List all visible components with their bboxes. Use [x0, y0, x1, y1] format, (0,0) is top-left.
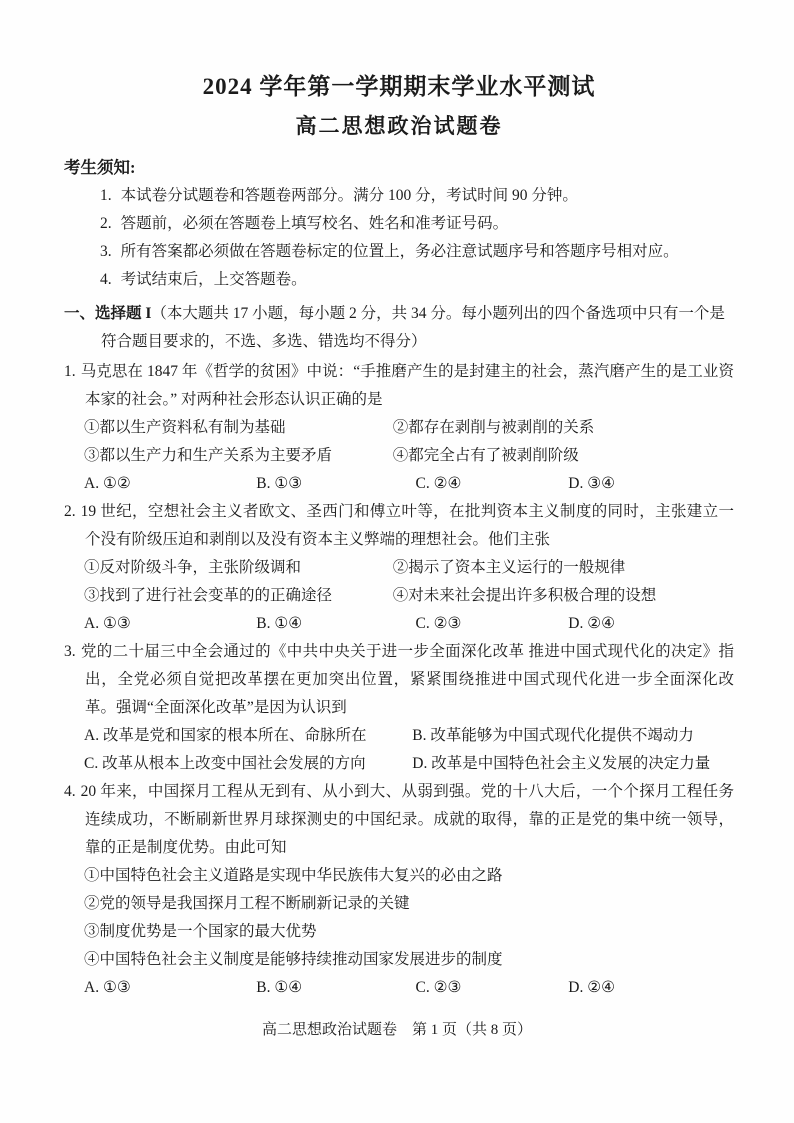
question-number: 4.	[64, 783, 76, 800]
choice-item: D. 改革是中国特色社会主义发展的决定力量	[412, 755, 711, 772]
page-footer: 高二思想政治试题卷 第 1 页（共 8 页）	[261, 1022, 532, 1038]
statement-item: ①中国特色社会主义道路是实现中华民族伟大复兴的必由之路	[84, 867, 503, 884]
notice-section	[64, 154, 734, 294]
statement-item: ①反对阶级斗争，主张阶级调和	[84, 559, 302, 576]
notice-item	[64, 238, 734, 266]
statement-item: ③制度优势是一个国家的最大优势	[84, 923, 317, 940]
statement-item: ④对未来社会提出许多积极合理的设想	[392, 587, 657, 604]
question-choices	[84, 974, 734, 1002]
question-statements	[84, 414, 734, 470]
question-number: 1.	[64, 363, 76, 380]
choice-item: A. ①③	[84, 979, 131, 996]
exam-subtitle: 高二思想政治试题卷	[295, 114, 503, 138]
choice-item: B. ①④	[256, 615, 303, 632]
statement-item: ③找到了进行社会变革的的正确途径	[84, 587, 333, 604]
question-choices	[84, 610, 734, 638]
notice-item-number: 3.	[100, 243, 112, 260]
question-stem	[64, 498, 734, 554]
notice-item	[64, 210, 734, 238]
notice-label: 考生须知:	[64, 158, 136, 177]
choice-item: C. 改革从根本上改变中国社会发展的方向	[84, 755, 366, 772]
notice-item	[64, 182, 734, 210]
choice-item: C. ②③	[415, 615, 462, 632]
choice-item: D. ②④	[568, 615, 615, 632]
question-number: 3.	[64, 643, 76, 660]
choice-item: A. 改革是党和国家的根本所在、命脉所在	[84, 727, 367, 744]
statement-item: ①都以生产资料私有制为基础	[84, 419, 286, 436]
notice-item-number: 4.	[100, 271, 112, 288]
question-stem-text: 20 年来，中国探月工程从无到有、从小到大、从弱到强。党的十八大后，一个个探月工程任务连续成功，不断刷新世界月球探测史的中国纪录。成就的取得，靠的正是党的集中统一领导，靠的正是制度优势。由此可知	[80, 783, 734, 856]
notice-item	[64, 266, 734, 294]
choice-item: A. ①③	[84, 615, 131, 632]
statement-item: ③都以生产力和生产关系为主要矛盾	[84, 447, 333, 464]
question-stem	[64, 638, 734, 722]
question-number: 2.	[64, 503, 76, 520]
statement-item: ④都完全占有了被剥削阶级	[392, 447, 579, 464]
notice-item-number: 2.	[100, 215, 112, 232]
section-heading	[64, 300, 734, 356]
question-statements	[84, 554, 734, 610]
section-desc: （本大题共 17 小题，每小题 2 分，共 34 分。每小题列出的四个备选项中只有一个是符合题目要求的，不选、多选、错选均不得分）	[101, 305, 725, 350]
choice-item: D. ②④	[568, 979, 615, 996]
choice-item: C. ②③	[415, 979, 462, 996]
exam-title: 2024 学年第一学期期末学业水平测试	[202, 74, 596, 99]
question-2	[64, 498, 734, 638]
question-choices	[84, 722, 734, 778]
notice-item-text: 所有答案都必须做在答题卷标定的位置上，务必注意试题序号和答题序号相对应。	[120, 243, 679, 260]
question-stem-text: 党的二十届三中全会通过的《中共中央关于进一步全面深化改革 推进中国式现代化的决定》指出，全党必须自觉把改革摆在更加突出位置，紧紧围绕推进中国式现代化进一步全面深化改革。强调“全面深化改革”是因为认识到	[80, 643, 734, 716]
choice-item: D. ③④	[568, 475, 615, 492]
question-4	[64, 778, 734, 1002]
notice-item-text: 本试卷分试题卷和答题卷两部分。满分 100 分，考试时间 90 分钟。	[120, 187, 578, 204]
question-stem	[64, 778, 734, 862]
notice-item-text: 考试结束后，上交答题卷。	[120, 271, 307, 288]
question-1	[64, 358, 734, 498]
statement-item: ④中国特色社会主义制度是能够持续推动国家发展进步的制度	[84, 951, 503, 968]
choice-item: B. ①④	[256, 979, 303, 996]
question-stem-text: 19 世纪，空想社会主义者欧文、圣西门和傅立叶等，在批判资本主义制度的同时，主张建立一个没有阶级压迫和剥削以及没有资本主义弊端的理想社会。他们主张	[80, 503, 734, 548]
choice-item: B. ①③	[256, 475, 303, 492]
statement-item: ②党的领导是我国探月工程不断刷新记录的关键	[84, 895, 410, 912]
question-3	[64, 638, 734, 778]
question-stem-text: 马克思在 1847 年《哲学的贫困》中说：“手推磨产生的是封建主的社会，蒸汽磨产生的是工业资本家的社会。” 对两种社会形态认识正确的是	[80, 363, 734, 408]
question-statements	[84, 862, 734, 974]
question-choices	[84, 470, 734, 498]
section-label: 一、选择题 I	[64, 305, 152, 322]
choice-item: A. ①②	[84, 475, 131, 492]
notice-item-text: 答题前，必须在答题卷上填写校名、姓名和准考证号码。	[120, 215, 509, 232]
statement-item: ②揭示了资本主义运行的一般规律	[392, 559, 626, 576]
choice-item: C. ②④	[415, 475, 462, 492]
question-stem	[64, 358, 734, 414]
notice-item-number: 1.	[100, 187, 112, 204]
statement-item: ②都存在剥削与被剥削的关系	[392, 419, 595, 436]
choice-item: B. 改革能够为中国式现代化提供不竭动力	[412, 727, 694, 744]
section-heading-text	[64, 300, 734, 356]
